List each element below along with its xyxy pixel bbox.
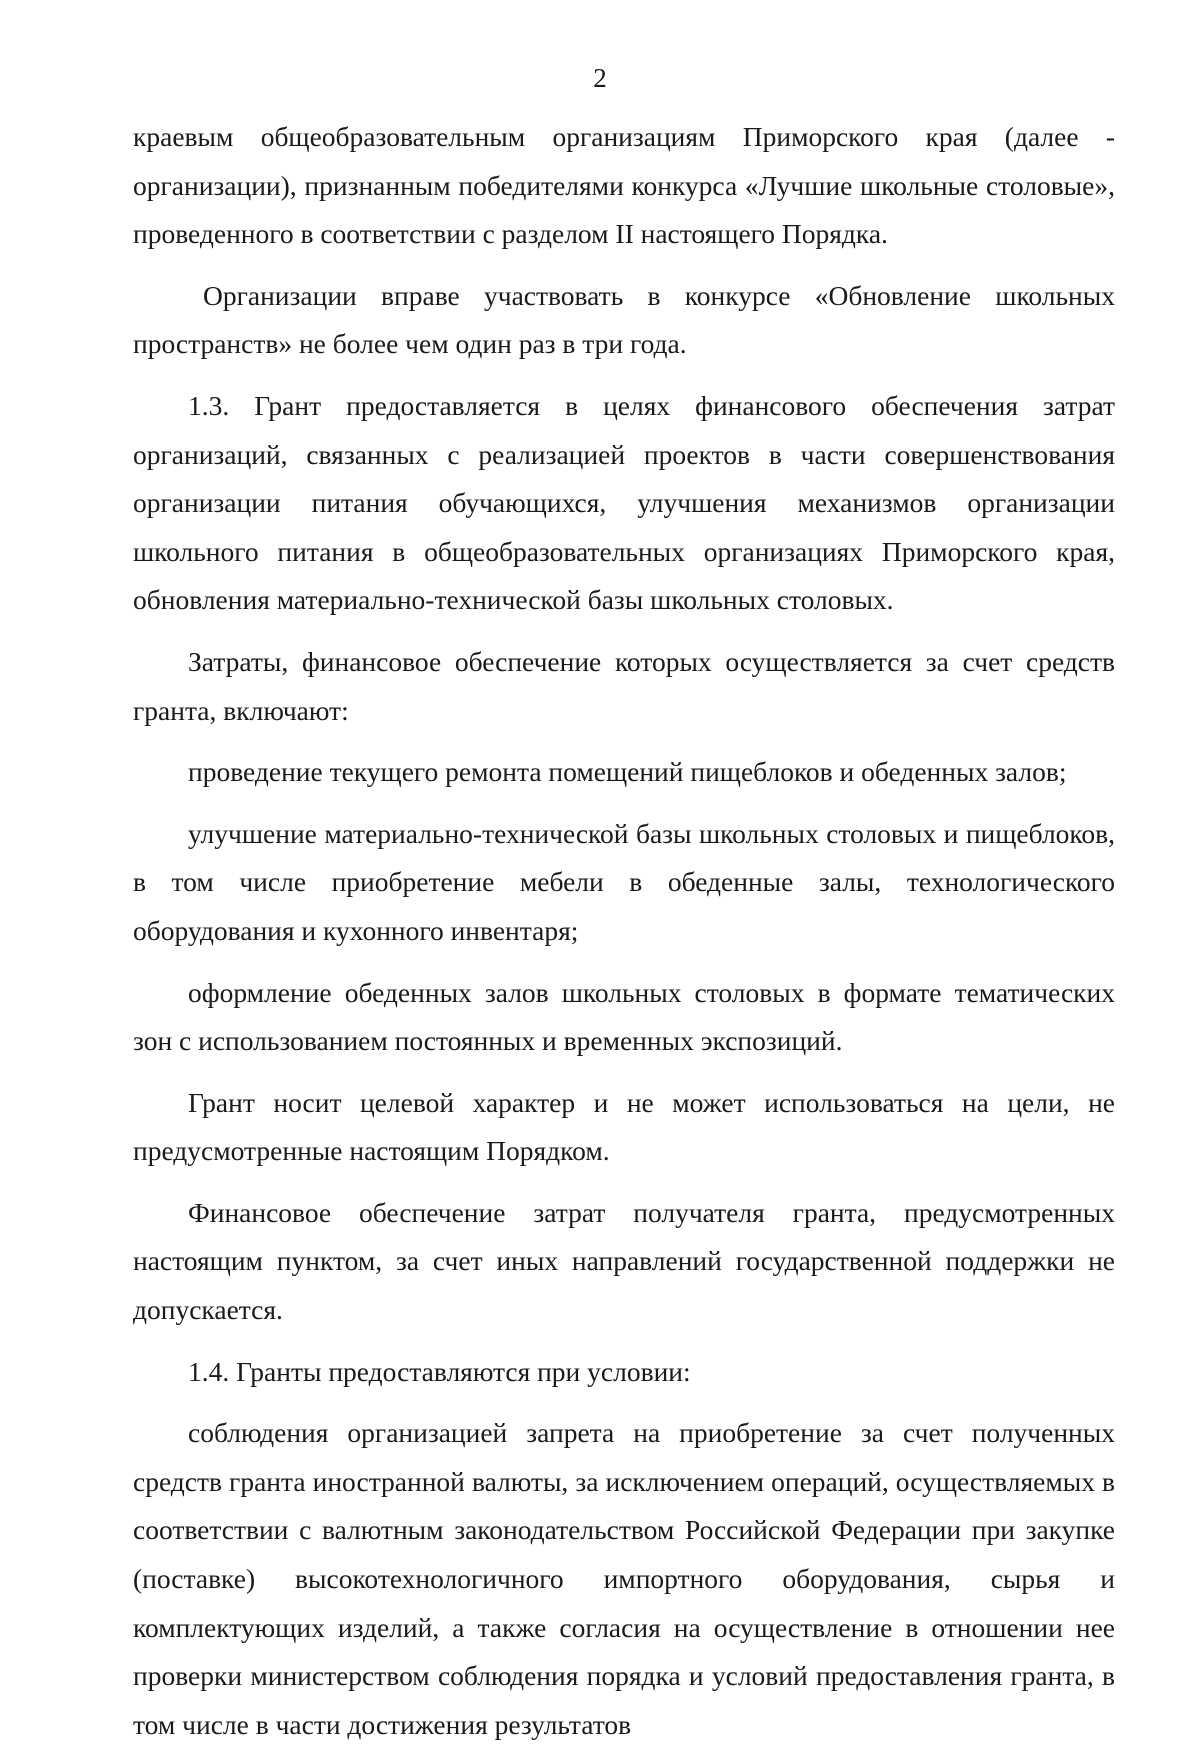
paragraph-cost-repair: проведение текущего ремонта помещений пищеблоков и обеденных залов; (188, 756, 1067, 788)
paragraph-continuation: краевым общеобразовательным организациям Приморского края (далее - организации), признанным победителями конкурса «Лучшие школьные столовые», проведенного в соответствии с разделом II настоящего Порядка. (133, 121, 1115, 250)
paragraph-1-3: 1.3. Грант предоставляется в целях финансового обеспечения затрат организаций, связанных с реализацией проектов в части совершенствования организации питания обучающихся, улучшения механизмов организации школьного питания в общеобразовательных организациях Приморского края, обновления материально-технической базы школьных столовых. (133, 389, 1115, 616)
paragraph-cost-design: оформление обеденных залов школьных столовых в формате тематических зон с использованием постоянных и временных экспозиций. (133, 976, 1115, 1057)
paragraph-1-4: 1.4. Гранты предоставляются при условии: (188, 1355, 691, 1387)
page-number: 2 (593, 63, 607, 93)
paragraph-costs-intro: Затраты, финансовое обеспечение которых осуществляется за счет средств гранта, включают: (133, 645, 1115, 726)
paragraph-target-use: Грант носит целевой характер и не может использоваться на цели, не предусмотренные настоящим Порядком. (133, 1086, 1115, 1167)
paragraph-other-support: Финансовое обеспечение затрат получателя гранта, предусмотренных настоящим пунктом, за счет иных направлений государственной поддержки не допускается. (133, 1196, 1115, 1326)
paragraph-cost-equipment: улучшение материально-технической базы школьных столовых и пищеблоков, в том числе приобретение мебели в обеденные залы, технологического оборудования и кухонного инвентаря; (133, 817, 1115, 946)
paragraph-participation-limit: Организации вправе участвовать в конкурсе «Обновление школьных пространств» не более чем один раз в три года. (133, 279, 1115, 360)
paragraph-condition-currency: соблюдения организацией запрета на приобретение за счет полученных средств гранта иностранной валюты, за исключением операций, осуществляемых в соответствии с валютным законодательством Российской Федерации при закупке (поставке) высокотехнологичного импортного оборудования, сырья и комплектующих изделий, а также согласия на осуществление в отношении нее проверки министерством соблюдения порядка и условий предоставления гранта, в том числе в части достижения результатов (133, 1417, 1115, 1740)
document-body (133, 113, 1115, 1762)
